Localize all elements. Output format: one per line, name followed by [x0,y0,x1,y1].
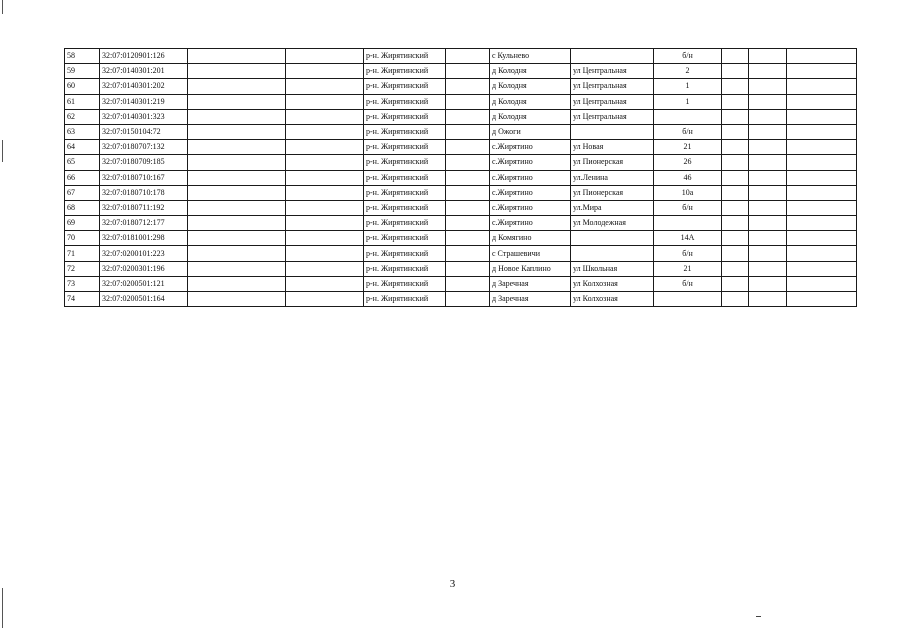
empty-cell [722,200,749,215]
empty-cell [787,200,857,215]
empty-cell [722,292,749,307]
empty-cell [446,140,490,155]
row-number-cell: 58 [65,49,100,64]
empty-cell [722,185,749,200]
empty-cell [749,231,787,246]
empty-cell [446,292,490,307]
empty-cell [787,231,857,246]
cadastral-number-cell: 32:07:0180712:177 [100,216,188,231]
empty-cell [286,170,364,185]
house-number-cell: б/н [654,200,722,215]
table-row [65,185,857,200]
district-cell: р-н. Жирятинский [364,140,446,155]
empty-cell [446,94,490,109]
street-cell: ул Центральная [571,64,654,79]
cadastral-number-cell: 32:07:0140301:219 [100,94,188,109]
house-number-cell: 10а [654,185,722,200]
empty-cell [722,170,749,185]
row-number-cell: 69 [65,216,100,231]
empty-cell [286,200,364,215]
empty-cell [787,185,857,200]
empty-cell [787,64,857,79]
empty-cell [188,276,286,291]
settlement-cell: д Колодня [490,109,571,124]
district-cell: р-н. Жирятинский [364,49,446,64]
settlement-cell: с.Жирятино [490,155,571,170]
settlement-cell: с.Жирятино [490,140,571,155]
row-number-cell: 64 [65,140,100,155]
empty-cell [749,94,787,109]
empty-cell [446,200,490,215]
district-cell: р-н. Жирятинский [364,231,446,246]
cadastral-number-cell: 32:07:0150104:72 [100,124,188,139]
scan-artifact-edge [2,140,3,162]
empty-cell [787,261,857,276]
house-number-cell [654,216,722,231]
street-cell [571,246,654,261]
district-cell: р-н. Жирятинский [364,155,446,170]
empty-cell [446,170,490,185]
district-cell: р-н. Жирятинский [364,261,446,276]
empty-cell [188,185,286,200]
empty-cell [286,216,364,231]
empty-cell [749,109,787,124]
house-number-cell: 1 [654,94,722,109]
row-number-cell: 72 [65,261,100,276]
empty-cell [749,49,787,64]
empty-cell [446,64,490,79]
empty-cell [722,49,749,64]
settlement-cell: д Комягино [490,231,571,246]
district-cell: р-н. Жирятинский [364,216,446,231]
cadastral-number-cell: 32:07:0140301:323 [100,109,188,124]
table-row [65,216,857,231]
empty-cell [446,79,490,94]
table-row [65,155,857,170]
empty-cell [722,79,749,94]
house-number-cell [654,109,722,124]
cadastral-number-cell: 32:07:0180710:178 [100,185,188,200]
empty-cell [188,216,286,231]
empty-cell [722,140,749,155]
table-row [65,246,857,261]
empty-cell [188,231,286,246]
empty-cell [749,185,787,200]
cadastral-number-cell: 32:07:0180710:167 [100,170,188,185]
table-row [65,200,857,215]
row-number-cell: 68 [65,200,100,215]
row-number-cell: 63 [65,124,100,139]
empty-cell [787,292,857,307]
cadastral-number-cell: 32:07:0200501:164 [100,292,188,307]
empty-cell [787,170,857,185]
empty-cell [787,124,857,139]
district-cell: р-н. Жирятинский [364,170,446,185]
cadastral-number-cell: 32:07:0180711:192 [100,200,188,215]
district-cell: р-н. Жирятинский [364,200,446,215]
house-number-cell: б/н [654,276,722,291]
settlement-cell: с.Жирятино [490,170,571,185]
house-number-cell: б/н [654,49,722,64]
street-cell: ул Центральная [571,94,654,109]
empty-cell [446,49,490,64]
street-cell [571,49,654,64]
cadastral-number-cell: 32:07:0180707:132 [100,140,188,155]
district-cell: р-н. Жирятинский [364,109,446,124]
empty-cell [787,216,857,231]
cadastral-number-cell: 32:07:0200501:121 [100,276,188,291]
empty-cell [722,155,749,170]
street-cell: ул Пионерская [571,185,654,200]
table-row [65,49,857,64]
scan-artifact-edge [2,0,3,14]
empty-cell [749,170,787,185]
empty-cell [722,261,749,276]
empty-cell [188,155,286,170]
empty-cell [787,155,857,170]
cadastral-number-cell: 32:07:0200101:223 [100,246,188,261]
cadastral-number-cell: 32:07:0181001:298 [100,231,188,246]
scan-artifact-dash [756,616,761,617]
table-row [65,94,857,109]
empty-cell [286,261,364,276]
empty-cell [749,155,787,170]
property-registry-table [64,48,857,307]
street-cell: ул Пионерская [571,155,654,170]
street-cell: ул Новая [571,140,654,155]
settlement-cell: д Колодня [490,79,571,94]
settlement-cell: д Колодня [490,94,571,109]
empty-cell [188,200,286,215]
empty-cell [787,79,857,94]
empty-cell [188,109,286,124]
empty-cell [286,79,364,94]
empty-cell [722,246,749,261]
district-cell: р-н. Жирятинский [364,79,446,94]
empty-cell [749,79,787,94]
settlement-cell: с Страшевичи [490,246,571,261]
empty-cell [446,185,490,200]
settlement-cell: с.Жирятино [490,200,571,215]
empty-cell [749,200,787,215]
row-number-cell: 71 [65,246,100,261]
empty-cell [286,231,364,246]
street-cell: ул Центральная [571,79,654,94]
empty-cell [286,140,364,155]
empty-cell [749,64,787,79]
scan-artifact-edge [2,588,3,628]
district-cell: р-н. Жирятинский [364,246,446,261]
empty-cell [787,109,857,124]
street-cell: ул Колхозная [571,276,654,291]
empty-cell [286,185,364,200]
row-number-cell: 74 [65,292,100,307]
row-number-cell: 60 [65,79,100,94]
house-number-cell: 21 [654,140,722,155]
settlement-cell: д Новое Каплино [490,261,571,276]
row-number-cell: 65 [65,155,100,170]
empty-cell [722,94,749,109]
empty-cell [286,246,364,261]
table-row [65,292,857,307]
empty-cell [188,170,286,185]
table-row [65,170,857,185]
table-row [65,124,857,139]
cadastral-number-cell: 32:07:0140301:201 [100,64,188,79]
registry-table-body [65,49,857,307]
empty-cell [286,49,364,64]
empty-cell [749,246,787,261]
settlement-cell: с.Жирятино [490,216,571,231]
empty-cell [787,49,857,64]
row-number-cell: 73 [65,276,100,291]
empty-cell [749,261,787,276]
street-cell: ул.Мира [571,200,654,215]
empty-cell [722,231,749,246]
page-number: 3 [449,578,456,590]
cadastral-number-cell: 32:07:0200301:196 [100,261,188,276]
settlement-cell: д Заречная [490,276,571,291]
empty-cell [188,246,286,261]
empty-cell [188,79,286,94]
empty-cell [722,64,749,79]
district-cell: р-н. Жирятинский [364,64,446,79]
empty-cell [286,276,364,291]
house-number-cell: 26 [654,155,722,170]
street-cell [571,124,654,139]
settlement-cell: с Кульнево [490,49,571,64]
table-row [65,261,857,276]
empty-cell [722,216,749,231]
row-number-cell: 59 [65,64,100,79]
table-row [65,64,857,79]
table-row [65,109,857,124]
empty-cell [446,109,490,124]
row-number-cell: 62 [65,109,100,124]
empty-cell [446,124,490,139]
empty-cell [286,64,364,79]
empty-cell [286,155,364,170]
house-number-cell: 2 [654,64,722,79]
empty-cell [188,94,286,109]
empty-cell [749,216,787,231]
empty-cell [446,231,490,246]
empty-cell [446,216,490,231]
house-number-cell: б/н [654,124,722,139]
empty-cell [749,124,787,139]
table-row [65,140,857,155]
empty-cell [188,49,286,64]
table-row [65,276,857,291]
street-cell: ул Центральная [571,109,654,124]
empty-cell [446,276,490,291]
row-number-cell: 61 [65,94,100,109]
street-cell: ул Школьная [571,261,654,276]
empty-cell [188,292,286,307]
district-cell: р-н. Жирятинский [364,185,446,200]
house-number-cell: 21 [654,261,722,276]
empty-cell [749,276,787,291]
street-cell: ул Колхозная [571,292,654,307]
cadastral-number-cell: 32:07:0120901:126 [100,49,188,64]
district-cell: р-н. Жирятинский [364,94,446,109]
district-cell: р-н. Жирятинский [364,292,446,307]
table-row [65,231,857,246]
empty-cell [722,109,749,124]
house-number-cell: 1 [654,79,722,94]
cadastral-number-cell: 32:07:0140301:202 [100,79,188,94]
house-number-cell [654,292,722,307]
street-cell [571,231,654,246]
cadastral-number-cell: 32:07:0180709:185 [100,155,188,170]
table-row [65,79,857,94]
empty-cell [446,155,490,170]
row-number-cell: 66 [65,170,100,185]
street-cell: ул.Ленина [571,170,654,185]
empty-cell [749,292,787,307]
empty-cell [446,261,490,276]
empty-cell [286,124,364,139]
row-number-cell: 67 [65,185,100,200]
empty-cell [787,246,857,261]
settlement-cell: д Заречная [490,292,571,307]
settlement-cell: с.Жирятино [490,185,571,200]
empty-cell [446,246,490,261]
empty-cell [787,140,857,155]
empty-cell [188,64,286,79]
empty-cell [787,94,857,109]
district-cell: р-н. Жирятинский [364,124,446,139]
empty-cell [722,124,749,139]
settlement-cell: д Ожоги [490,124,571,139]
empty-cell [188,261,286,276]
house-number-cell: 14А [654,231,722,246]
settlement-cell: д Колодня [490,64,571,79]
district-cell: р-н. Жирятинский [364,276,446,291]
house-number-cell: 46 [654,170,722,185]
house-number-cell: б/н [654,246,722,261]
empty-cell [188,124,286,139]
empty-cell [286,94,364,109]
empty-cell [749,140,787,155]
empty-cell [188,140,286,155]
row-number-cell: 70 [65,231,100,246]
empty-cell [722,276,749,291]
empty-cell [787,276,857,291]
empty-cell [286,292,364,307]
empty-cell [286,109,364,124]
street-cell: ул Молодежная [571,216,654,231]
